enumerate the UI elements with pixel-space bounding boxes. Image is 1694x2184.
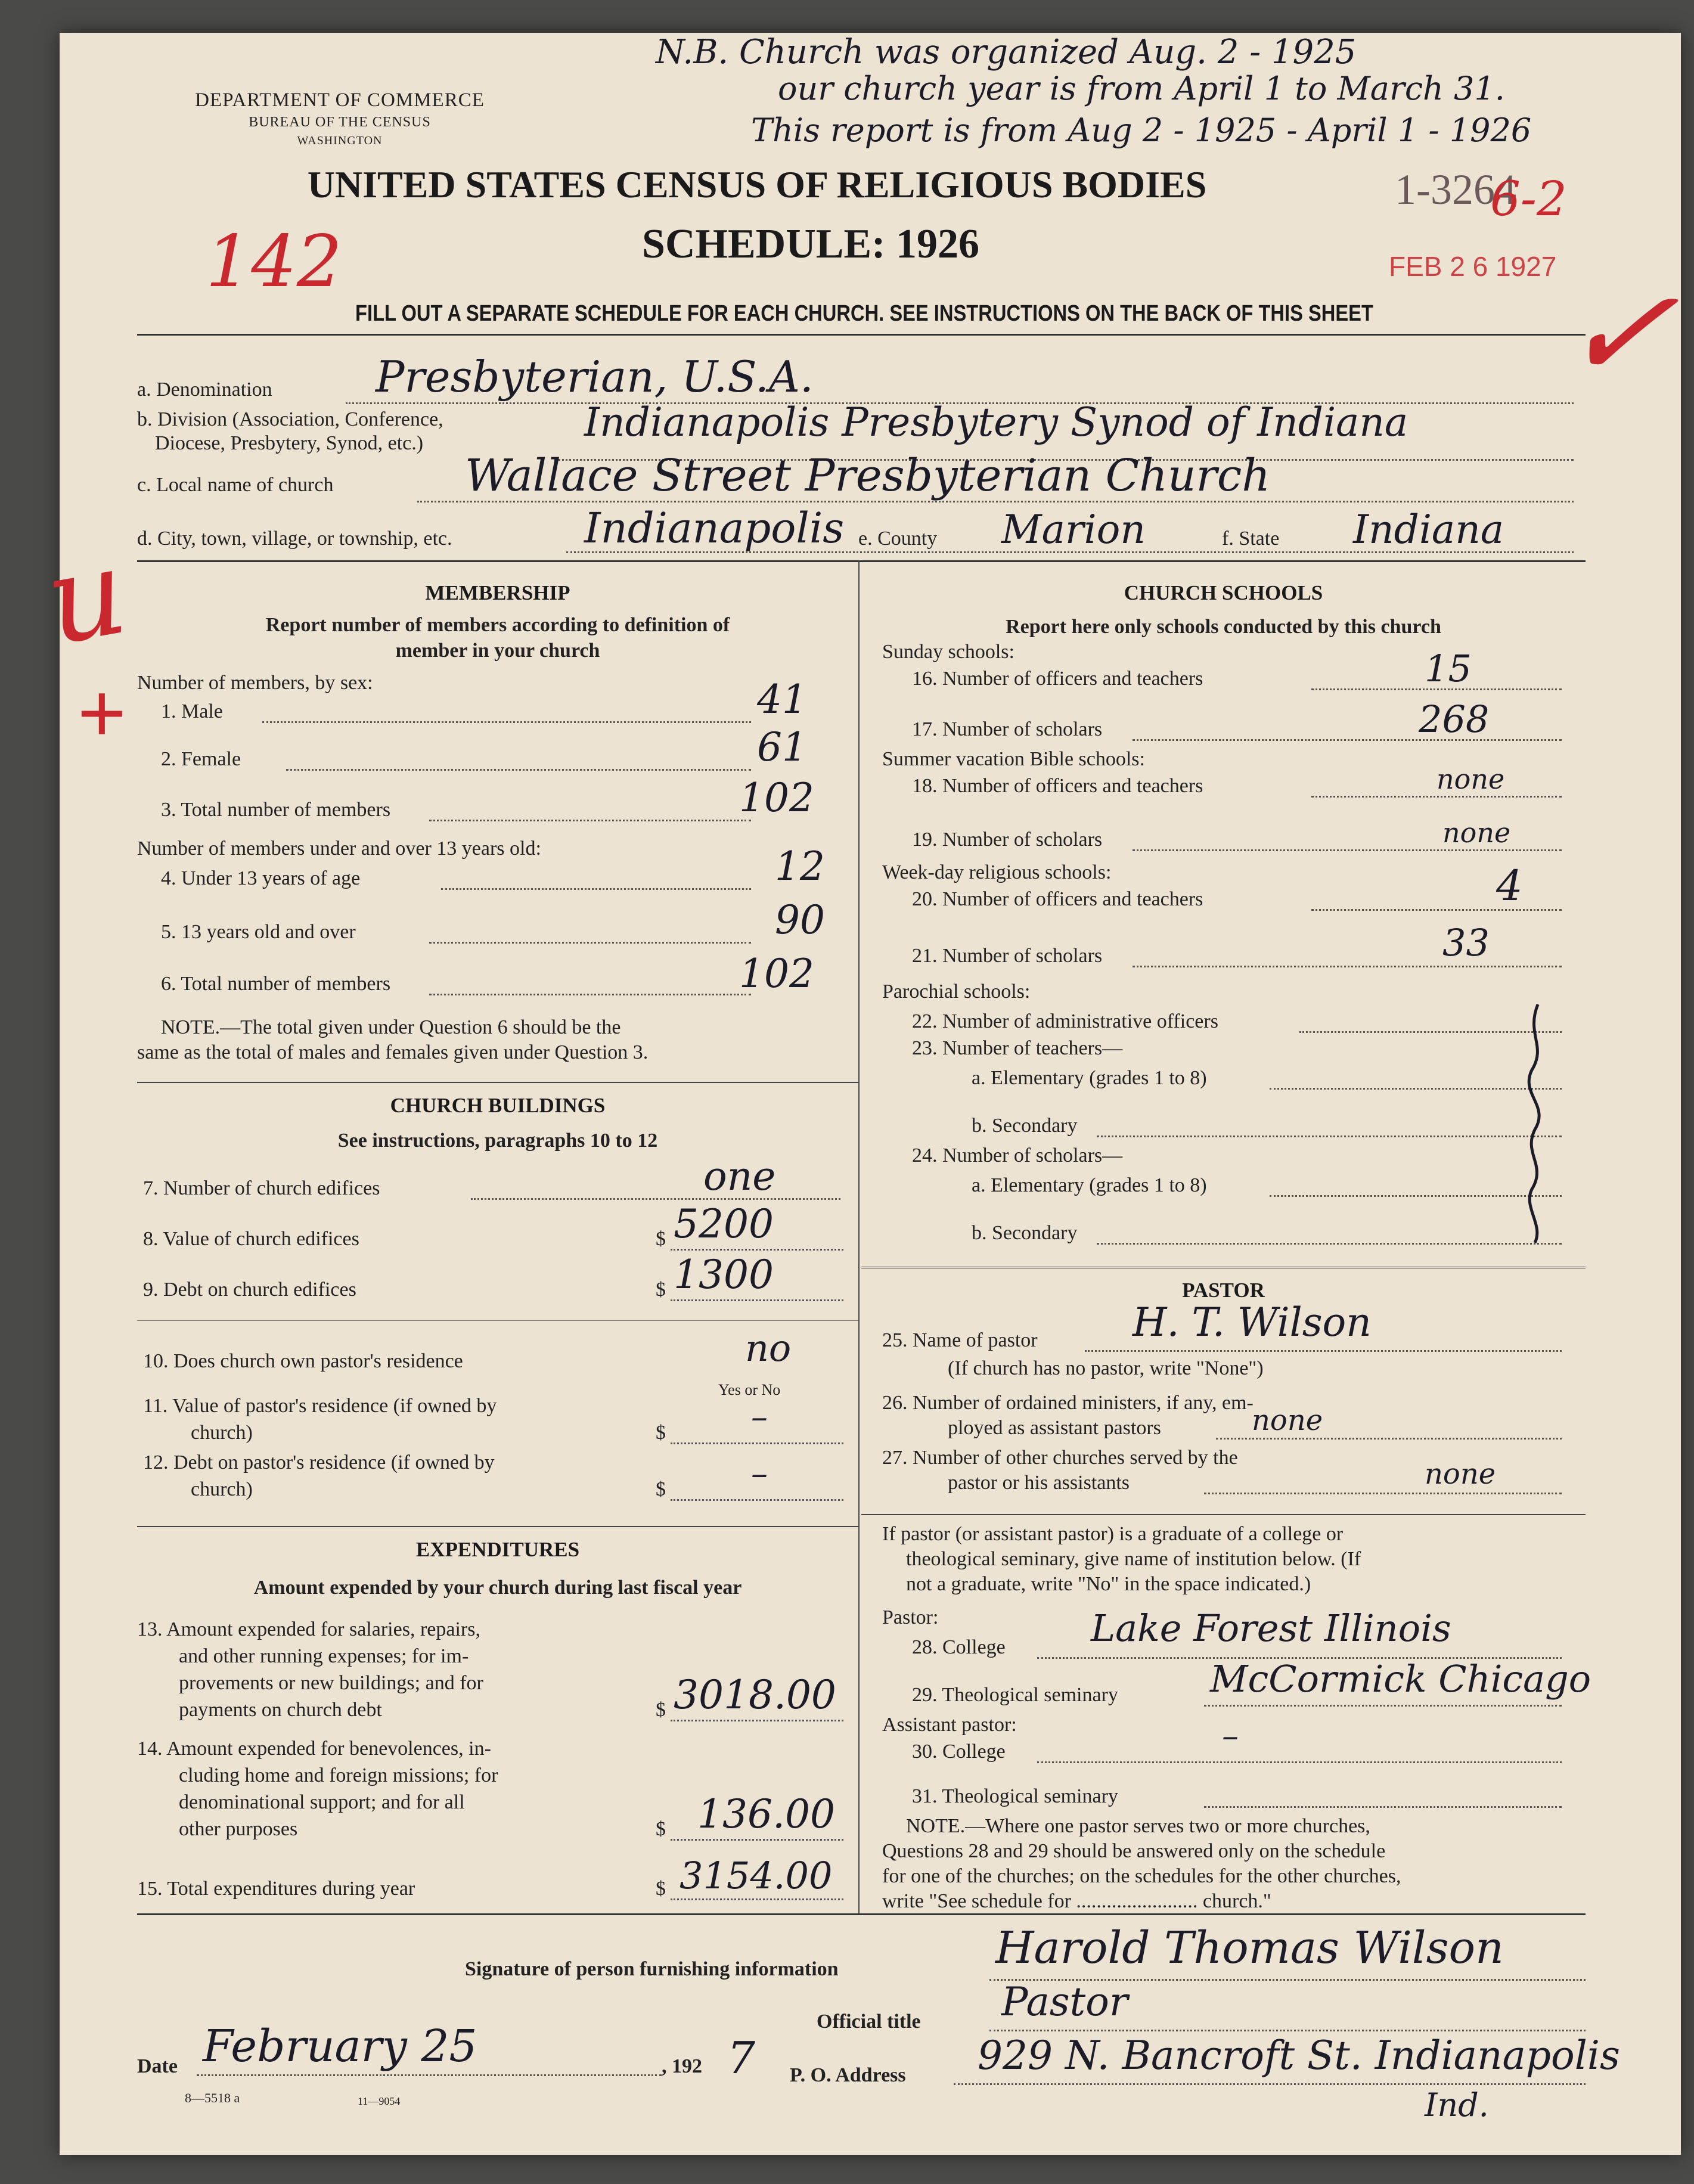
- address-label: P. O. Address: [790, 2064, 906, 2086]
- q6-line: [429, 994, 751, 995]
- q3-value: 102: [739, 775, 814, 821]
- date-line: [197, 2074, 662, 2076]
- note-report-period: This report is from Aug 2 - 1925 - April 1 - 1926: [751, 111, 1532, 149]
- q29-line: [1204, 1705, 1562, 1707]
- q26-label-1: 26. Number of ordained ministers, if any, em-: [882, 1392, 1254, 1414]
- q21-value: 33: [1442, 921, 1490, 964]
- q23-label: 23. Number of teachers—: [912, 1037, 1123, 1059]
- q23b-line: [1097, 1136, 1562, 1137]
- q29-label: 29. Theological seminary: [912, 1684, 1118, 1706]
- q15-dollar: $: [656, 1878, 666, 1900]
- q26-value: none: [1252, 1404, 1323, 1437]
- red-check-mark: ✓: [1553, 247, 1685, 418]
- q20-value: 4: [1496, 861, 1523, 910]
- county-label: e. County: [858, 528, 938, 550]
- official-title-label: Official title: [817, 2011, 921, 2033]
- q8-line: [671, 1249, 843, 1251]
- q11-dollar: $: [656, 1422, 666, 1444]
- sunday-label: Sunday schools:: [882, 641, 1014, 663]
- q25-label: 25. Name of pastor: [882, 1329, 1038, 1351]
- q26-label-2: ployed as assistant pastors: [948, 1417, 1161, 1439]
- q21-line: [1133, 966, 1562, 967]
- q17-label: 17. Number of scholars: [912, 718, 1103, 740]
- q22-label: 22. Number of administrative officers: [912, 1010, 1218, 1032]
- q15-value: 3154.00: [680, 1854, 833, 1897]
- margin-mark: u: [36, 522, 136, 672]
- membership-title: MEMBERSHIP: [425, 581, 570, 604]
- q29-value: McCormick Chicago: [1210, 1657, 1591, 1701]
- q20-label: 20. Number of officers and teachers: [912, 888, 1203, 910]
- q9-value: 1300: [674, 1252, 774, 1298]
- q19-line: [1133, 849, 1562, 851]
- form-number: 8—5518 a: [185, 2090, 240, 2105]
- signature-value: Harold Thomas Wilson: [995, 1922, 1504, 1974]
- schools-rule: [861, 1267, 1586, 1268]
- q12-dollar: $: [656, 1478, 666, 1500]
- footer-rule: [137, 1913, 1586, 1915]
- by-age-label: Number of members under and over 13 years old:: [137, 837, 541, 860]
- handwritten-number: 142: [206, 221, 343, 303]
- q30-label: 30. College: [912, 1741, 1006, 1763]
- q24a-label: a. Elementary (grades 1 to 8): [972, 1174, 1207, 1196]
- form-title: UNITED STATES CENSUS OF RELIGIOUS BODIES: [307, 163, 1207, 206]
- membership-note-1: NOTE.—The total given under Question 6 should be the: [161, 1016, 621, 1038]
- pastor-title: PASTOR: [1182, 1279, 1265, 1302]
- q3-label: 3. Total number of members: [161, 799, 391, 821]
- print-number: 11—9054: [358, 2095, 401, 2107]
- q12-label-1: 12. Debt on pastor's residence (if owned by: [143, 1451, 495, 1473]
- buildings-title: CHURCH BUILDINGS: [390, 1094, 606, 1117]
- q14-line-3: denominational support; and for all: [179, 1791, 465, 1813]
- q24b-label: b. Secondary: [972, 1222, 1078, 1244]
- q14-value: 136.00: [697, 1791, 835, 1837]
- city-line: [566, 551, 1574, 553]
- division-label-1: b. Division (Association, Conference,: [137, 408, 443, 430]
- q2-label: 2. Female: [161, 748, 241, 770]
- year-digit: 7: [727, 2033, 756, 2084]
- q9-line: [671, 1299, 843, 1301]
- q28-value: Lake Forest Illinois: [1091, 1606, 1451, 1650]
- q26-line: [1216, 1438, 1562, 1440]
- q13-line-4: payments on church debt: [179, 1699, 382, 1721]
- q27-label-1: 27. Number of other churches served by the: [882, 1447, 1238, 1469]
- q12-line: [671, 1499, 843, 1501]
- q27-value: none: [1425, 1457, 1496, 1491]
- official-title-value: Pastor: [1001, 1979, 1128, 2025]
- q12-label-2: church): [191, 1478, 253, 1500]
- membership-rule: [137, 1082, 858, 1083]
- q24b-line: [1097, 1243, 1562, 1245]
- q23a-label: a. Elementary (grades 1 to 8): [972, 1067, 1207, 1089]
- q10-hint: Yes or No: [718, 1381, 781, 1398]
- q20-line: [1311, 909, 1562, 911]
- q4-line: [441, 888, 751, 890]
- pastor-note-1: NOTE.—Where one pastor serves two or more churches,: [906, 1815, 1370, 1837]
- file-code: 1-3264: [1395, 166, 1516, 213]
- q5-label: 5. 13 years old and over: [161, 921, 356, 943]
- q21-label: 21. Number of scholars: [912, 945, 1103, 967]
- county-value: Marion: [1001, 507, 1146, 553]
- city-value: Indianapolis: [584, 504, 845, 553]
- q6-label: 6. Total number of members: [161, 973, 391, 995]
- summer-label: Summer vacation Bible schools:: [882, 748, 1145, 770]
- q14-line-4: other purposes: [179, 1818, 298, 1840]
- q31-label: 31. Theological seminary: [912, 1785, 1118, 1807]
- address-line: [954, 2083, 1586, 2085]
- q8-dollar: $: [656, 1228, 666, 1250]
- department-label: DEPARTMENT OF COMMERCE: [195, 89, 485, 111]
- pastor-note-4: write "See schedule for ........................ church.": [882, 1890, 1271, 1912]
- membership-note-2: same as the total of males and females given under Question 3.: [137, 1041, 649, 1063]
- q11-value: –: [751, 1398, 768, 1437]
- address-value: 929 N. Bancroft St. Indianapolis: [978, 2033, 1620, 2078]
- city-label: WASHINGTON: [297, 134, 383, 147]
- q18-line: [1311, 796, 1562, 798]
- q19-value: none: [1442, 817, 1511, 849]
- q28-label: 28. College: [912, 1636, 1006, 1658]
- bracket-scribble: [1514, 998, 1562, 1249]
- city-label: d. City, town, village, or township, etc.: [137, 528, 452, 550]
- church-name-label: c. Local name of church: [137, 474, 334, 496]
- header-rule: [137, 334, 1586, 336]
- division-label-2: Diocese, Presbytery, Synod, etc.): [155, 432, 424, 454]
- by-sex-label: Number of members, by sex:: [137, 672, 373, 694]
- q7-line: [471, 1198, 840, 1200]
- expenditures-subtitle: Amount expended by your church during last fiscal year: [253, 1577, 742, 1599]
- division-value: Indianapolis Presbytery Synod of Indiana: [584, 399, 1408, 445]
- grad-line-3: not a graduate, write "No" in the space indicated.): [906, 1573, 1311, 1595]
- q13-line-3: provements or new buildings; and for: [179, 1672, 483, 1694]
- assistant-subhead: Assistant pastor:: [882, 1714, 1017, 1736]
- membership-subtitle-1: Report number of members according to definition of: [265, 614, 730, 636]
- buildings-rule-1: [137, 1320, 858, 1321]
- q31-line: [1204, 1806, 1562, 1808]
- church-name-value: Wallace Street Presbyterian Church: [465, 450, 1271, 501]
- pastor-note-2: Questions 28 and 29 should be answered only on the schedule: [882, 1840, 1386, 1862]
- denomination-label: a. Denomination: [137, 379, 272, 401]
- date-value: February 25: [203, 2021, 477, 2072]
- address-extra: Ind.: [1425, 2086, 1489, 2124]
- bureau-label: BUREAU OF THE CENSUS: [249, 114, 431, 130]
- census-schedule-sheet: [36, 33, 1685, 2155]
- q7-value: one: [703, 1153, 776, 1199]
- weekday-label: Week-day religious schools:: [882, 861, 1112, 883]
- schools-subtitle: Report here only schools conducted by this church: [1006, 616, 1441, 638]
- q5-line: [429, 942, 751, 944]
- received-stamp: FEB 2 6 1927: [1389, 251, 1557, 282]
- q30-line: [1037, 1761, 1562, 1763]
- grad-line-2: theological seminary, give name of institution below. (If: [906, 1548, 1361, 1570]
- q14-dollar: $: [656, 1818, 666, 1840]
- q9-dollar: $: [656, 1279, 666, 1301]
- q5-value: 90: [775, 897, 825, 943]
- q12-value: –: [751, 1454, 768, 1493]
- pastor-note-3: for one of the churches; on the schedules for the other churches,: [882, 1865, 1401, 1887]
- q6-value: 102: [739, 951, 814, 997]
- q1-label: 1. Male: [161, 700, 223, 722]
- schools-title: CHURCH SCHOOLS: [1124, 581, 1323, 604]
- year-prefix: , 192: [662, 2055, 702, 2077]
- church-name-line: [417, 501, 1574, 502]
- note-church-year: our church year is from April 1 to March 31.: [778, 70, 1505, 107]
- grad-line-1: If pastor (or assistant pastor) is a graduate of a college or: [882, 1523, 1344, 1545]
- pastor-rule: [861, 1514, 1586, 1515]
- note-organized: N.B. Church was organized Aug. 2 - 1925: [656, 33, 1357, 72]
- signature-label: Signature of person furnishing information: [465, 1958, 839, 1980]
- q23b-label: b. Secondary: [972, 1115, 1078, 1137]
- q18-label: 18. Number of officers and teachers: [912, 775, 1203, 797]
- q10-label: 10. Does church own pastor's residence: [143, 1350, 463, 1372]
- q19-label: 19. Number of scholars: [912, 829, 1103, 851]
- file-code-red: 6-2: [1490, 171, 1567, 227]
- schedule-title: SCHEDULE: 1926: [642, 221, 979, 267]
- expenditures-title: EXPENDITURES: [415, 1538, 580, 1561]
- q30-value: –: [1222, 1717, 1239, 1755]
- q7-label: 7. Number of church edifices: [143, 1177, 380, 1199]
- q3-line: [429, 820, 751, 821]
- q9-label: 9. Debt on church edifices: [143, 1279, 356, 1301]
- q13-value: 3018.00: [674, 1672, 836, 1718]
- q8-value: 5200: [674, 1201, 774, 1247]
- margin-plus: +: [77, 666, 126, 759]
- q2-value: 61: [757, 724, 807, 770]
- q4-label: 4. Under 13 years of age: [161, 867, 361, 889]
- parochial-label: Parochial schools:: [882, 981, 1031, 1003]
- state-value: Indiana: [1353, 507, 1504, 553]
- q25-hint: (If church has no pastor, write "None"): [948, 1357, 1264, 1379]
- q11-label-2: church): [191, 1422, 253, 1444]
- q18-value: none: [1437, 763, 1505, 795]
- q2-line: [286, 769, 751, 771]
- q16-label: 16. Number of officers and teachers: [912, 668, 1203, 690]
- state-label: f. State: [1222, 528, 1280, 550]
- buildings-rule-2: [137, 1526, 858, 1527]
- q1-value: 41: [757, 677, 807, 722]
- q27-line: [1204, 1493, 1562, 1494]
- q13-underline: [671, 1720, 843, 1721]
- q25-line: [1085, 1350, 1562, 1352]
- q14-underline: [671, 1839, 843, 1841]
- q16-value: 15: [1425, 647, 1472, 690]
- section-rule: [137, 560, 1586, 562]
- q13-line-1: 13. Amount expended for salaries, repairs,: [137, 1618, 480, 1640]
- q17-value: 268: [1419, 697, 1490, 741]
- q4-value: 12: [775, 843, 825, 889]
- q15-underline: [671, 1898, 843, 1900]
- q10-value: no: [745, 1326, 792, 1370]
- buildings-subtitle: See instructions, paragraphs 10 to 12: [337, 1130, 658, 1152]
- q13-line-2: and other running expenses; for im-: [179, 1645, 469, 1667]
- membership-subtitle-2: member in your church: [395, 640, 600, 662]
- denomination-value: Presbyterian, U.S.A.: [376, 352, 814, 402]
- q13-dollar: $: [656, 1699, 666, 1721]
- q15-label: 15. Total expenditures during year: [137, 1878, 415, 1900]
- q14-line-2: cluding home and foreign missions; for: [179, 1764, 498, 1786]
- date-label: Date: [137, 2055, 178, 2077]
- q1-line: [262, 721, 751, 723]
- q17-line: [1133, 739, 1562, 741]
- q25-value: H. T. Wilson: [1133, 1299, 1372, 1345]
- fill-instruction: FILL OUT A SEPARATE SCHEDULE FOR EACH CHURCH. SEE INSTRUCTIONS ON THE BACK OF THIS SHEET: [355, 301, 1373, 326]
- official-title-line: [989, 2030, 1586, 2031]
- q11-line: [671, 1442, 843, 1444]
- pastor-subhead: Pastor:: [882, 1606, 939, 1628]
- q27-label-2: pastor or his assistants: [948, 1472, 1130, 1494]
- q11-label-1: 11. Value of pastor's residence (if owned by: [143, 1395, 497, 1417]
- q8-label: 8. Value of church edifices: [143, 1228, 359, 1250]
- q14-line-1: 14. Amount expended for benevolences, in-: [137, 1738, 491, 1760]
- q24-label: 24. Number of scholars—: [912, 1144, 1123, 1167]
- column-divider: [858, 560, 860, 1913]
